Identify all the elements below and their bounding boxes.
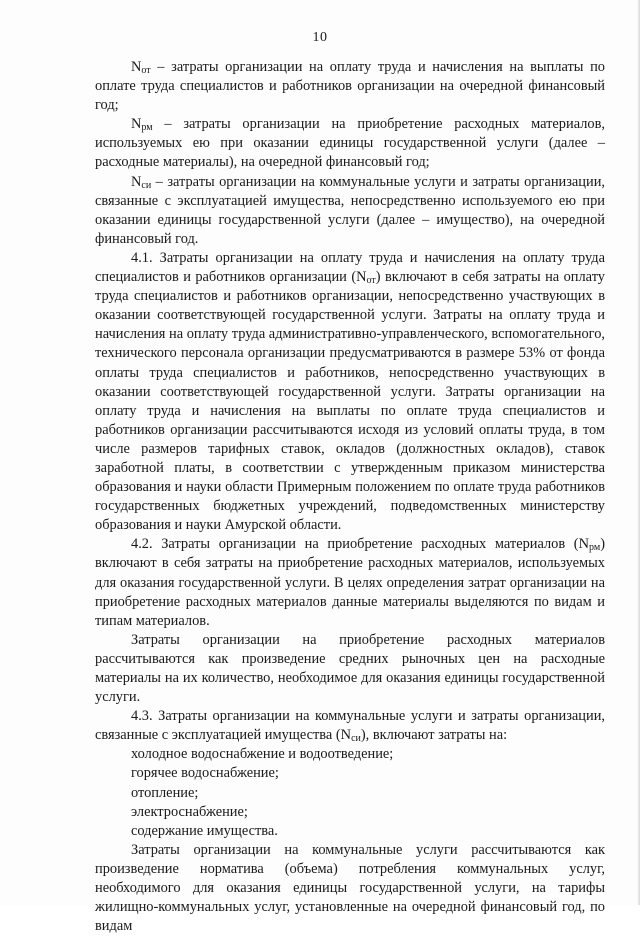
list-item: содержание имущества.	[131, 822, 278, 839]
symbol-subscript: си	[351, 733, 361, 745]
list-item: горячее водоснабжение;	[131, 765, 279, 782]
definition-nrm	[95, 115, 605, 172]
symbol-subscript: рм	[589, 542, 601, 554]
paragraph-text: 4.2. Затраты организации на приобретение расходных материалов (	[131, 536, 579, 553]
symbol-subscript: от	[366, 275, 376, 287]
definition-text: – затраты организации на коммунальные услуги и затраты организации, связанные с эксплуатацией имущества, непосредственно используемого ею при оказании единицы государственной услуги (далее – имущество), на очередной финансовый год.	[95, 173, 605, 247]
materials-calculation-paragraph: Затраты организации на приобретение расходных материалов рассчитываются как произведение средних рыночных цен на расходные материалы на их количество, необходимое для оказания единицы государственной услуги.	[95, 631, 605, 706]
symbol: N	[340, 727, 352, 744]
symbol: N	[131, 173, 142, 190]
paragraph-text: ), включают затраты на:	[360, 727, 508, 744]
paragraph-text: 4.1. Затраты организации на оплату труда и начисления на оплату труда специалистов и работников организации (	[95, 249, 605, 286]
paragraph-text: ) включают в себя затраты на приобретение расходных материалов, используемых для оказания государственной услуги. В целях определения затрат организации на приобретение расходных материалов данные материалы выделяются по видам и типам материалов.	[95, 536, 605, 629]
section-4-1	[95, 249, 605, 535]
symbol: N	[131, 116, 142, 133]
page-number: 10	[312, 30, 328, 45]
section-4-3	[95, 707, 605, 745]
document-body	[95, 58, 605, 936]
symbol: N	[356, 269, 367, 286]
definition-not	[95, 58, 605, 115]
symbol-subscript: рм	[141, 122, 153, 134]
list-item: холодное водоснабжение и водоотведение;	[131, 746, 394, 763]
paragraph-text: ) включают в себя затраты на оплату труда специалистов и работников организации, непосредственно участвующих в оказании соответствующей государственной услуги. Затраты на оплату труда и начисления на оплату труда административно-управленческого, вспомогательного, технического персонала организации предусматриваются в размере 53% от фонда оплаты труда специалистов и работников, непосредственно участвующих в оказании соответствующей государственной услуги. Затраты организации на оплату труда и начисления на выплаты по оплате труда специалистов и работников организации рассчитываются исходя из условий оплаты труда, в том числе размеров тарифных ставок, окладов (должностных окладов), ставок заработной платы, в соответствии с утвержденным приказом министерства образования и науки области Примерным положением по оплате труда работников государственных бюджетных учреждений, подведомственных министерству образования и науки Амурской области.	[95, 269, 605, 534]
symbol: N	[578, 536, 590, 553]
list-item: отопление;	[131, 784, 199, 801]
symbol-subscript: от	[141, 65, 151, 76]
symbol: N	[131, 59, 142, 75]
utilities-calculation-paragraph: Затраты организации на коммунальные услуги рассчитываются как произведение норматива (объема) потребления коммунальных услуг, необходимого для оказания единицы государственной услуги, на тарифы жилищно-коммунальных услуг, установленные на очередной финансовый год, по видам	[95, 841, 605, 935]
section-4-2	[95, 535, 605, 630]
definition-text: – затраты организации на приобретение расходных материалов, используемых ею при оказании единицы государственной услуги (далее – расходные материалы), на очередной финансовый год;	[95, 116, 605, 171]
definition-text: – затраты организации на оплату труда и начисления на выплаты по оплате труда специалистов и работников организации на очередной финансовый год;	[95, 59, 605, 114]
definition-nsi	[95, 173, 605, 249]
symbol-subscript: си	[141, 179, 152, 191]
list-item: электроснабжение;	[131, 803, 248, 820]
paragraph-text: 4.3. Затраты организации на коммунальные услуги и затраты организации, связанные с эксплуатацией имущества (	[95, 708, 605, 744]
